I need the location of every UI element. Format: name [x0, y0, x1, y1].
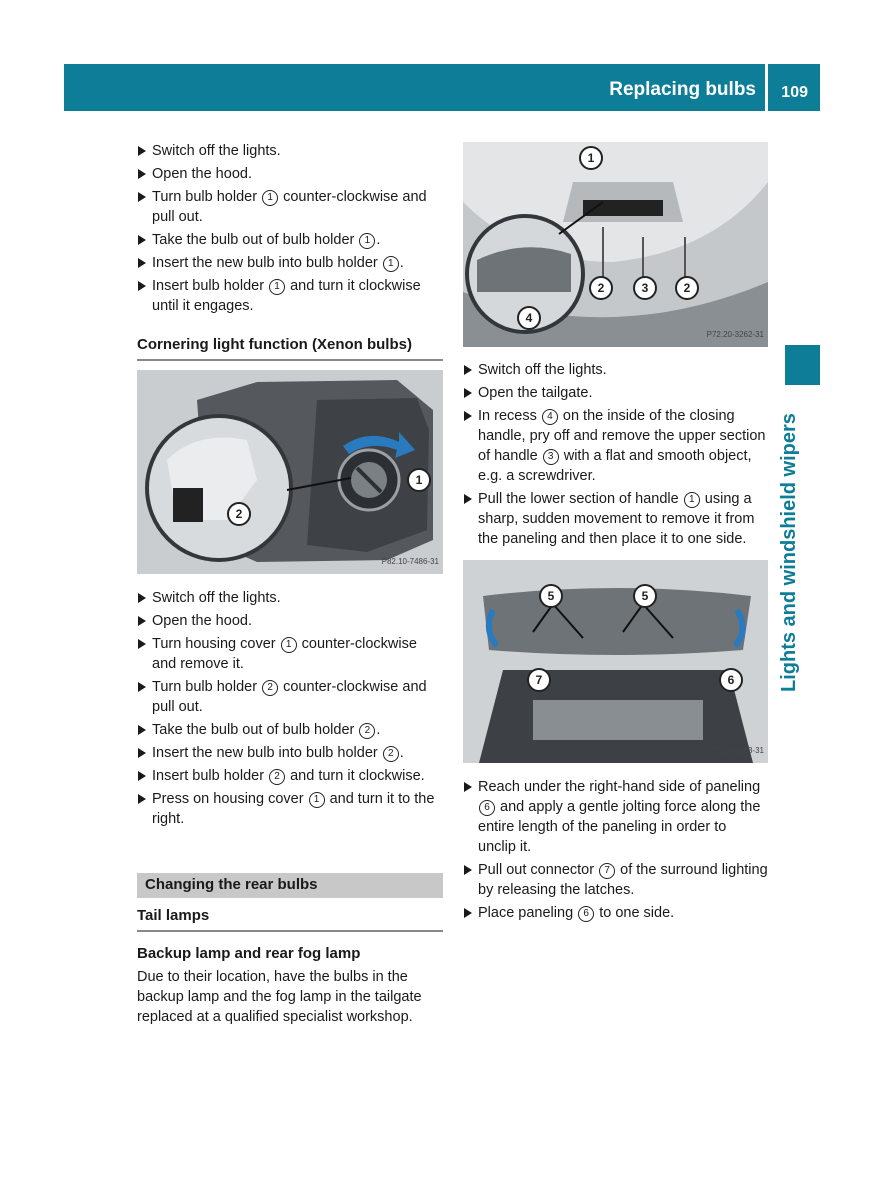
- step-text: .: [376, 232, 381, 248]
- step-text: Insert bulb holder: [152, 768, 269, 784]
- step-text: .: [376, 722, 381, 738]
- callout-marker: 2: [675, 276, 699, 300]
- instruction-step: [137, 276, 443, 316]
- reference-number: 1: [281, 637, 297, 653]
- section-band: Changing the rear bulbs: [137, 873, 443, 898]
- body-paragraph: Due to their location, have the bulbs in the backup lamp and the fog lamp in the tailgate replaced at a qualified specialist workshop.: [137, 969, 422, 1025]
- reference-number: 1: [383, 256, 399, 272]
- headlamp-figure: [137, 370, 443, 574]
- step-text: Switch off the lights.: [152, 143, 281, 159]
- reference-number: 7: [599, 863, 615, 879]
- callout-marker: 7: [527, 668, 551, 692]
- step-text: counter-clockwise and pull out.: [152, 679, 427, 715]
- page-header: [64, 64, 820, 111]
- tailgate-paneling-illustration: [463, 560, 768, 763]
- tailgate-handle-figure: [463, 142, 768, 347]
- step-list: [137, 588, 443, 829]
- step-text: Pull out connector: [478, 862, 599, 878]
- step-text: Switch off the lights.: [152, 590, 281, 606]
- callout-marker: 2: [227, 502, 251, 526]
- step-text: Take the bulb out of bulb holder: [152, 232, 359, 248]
- right-column: [463, 142, 768, 926]
- reference-number: 2: [359, 723, 375, 739]
- instruction-step: [463, 777, 768, 857]
- step-text: and apply a gentle jolting force along the entire length of the paneling in order to unclip it.: [478, 799, 761, 855]
- subheading-backup: Backup lamp and rear fog lamp: [137, 945, 361, 962]
- instruction-step: [463, 860, 768, 900]
- step-text: and turn it clockwise.: [286, 768, 425, 784]
- step-text: to one side.: [595, 905, 675, 921]
- callout-marker: 5: [539, 584, 563, 608]
- instruction-step: [137, 766, 443, 786]
- step-text: of the surround lighting by releasing the latches.: [478, 862, 768, 898]
- step-text: Open the hood.: [152, 166, 252, 182]
- tailgate-handle-illustration: [463, 142, 768, 347]
- instruction-step: [137, 588, 443, 608]
- reference-number: 2: [383, 746, 399, 762]
- step-text: .: [399, 745, 404, 761]
- step-text: Open the hood.: [152, 613, 252, 629]
- section-heading-tail: Tail lamps: [137, 906, 443, 932]
- instruction-step: [137, 677, 443, 717]
- reference-number: 6: [578, 906, 594, 922]
- callout-marker: 2: [589, 276, 613, 300]
- step-text: Take the bulb out of bulb holder: [152, 722, 359, 738]
- step-text: Turn bulb holder: [152, 189, 262, 205]
- step-text: using a sharp, sudden movement to remove it from the paneling and then place it to one side.: [478, 491, 755, 547]
- instruction-step: [463, 489, 768, 549]
- figure-code: P72.20-3262-31: [706, 330, 764, 339]
- callout-marker: 1: [407, 468, 431, 492]
- headlamp-illustration: [137, 370, 443, 574]
- step-text: Insert the new bulb into bulb holder: [152, 745, 382, 761]
- chapter-label: Lights and windshield wipers: [778, 413, 800, 692]
- callout-marker: 5: [633, 584, 657, 608]
- instruction-step: [137, 141, 443, 161]
- step-text: counter-clockwise and remove it.: [152, 636, 417, 672]
- reference-number: 1: [309, 792, 325, 808]
- step-text: and turn it clockwise until it engages.: [152, 278, 421, 314]
- step-text: Insert bulb holder: [152, 278, 269, 294]
- instruction-step: [137, 634, 443, 674]
- chapter-tab: [785, 345, 820, 385]
- callout-marker: 6: [719, 668, 743, 692]
- tailgate-paneling-figure: [463, 560, 768, 763]
- step-list: [137, 141, 443, 316]
- step-text: Switch off the lights.: [478, 362, 607, 378]
- reference-number: 2: [269, 769, 285, 785]
- step-text: on the inside of the closing handle, pry off and remove the upper section of handle: [478, 408, 766, 464]
- reference-number: 1: [359, 233, 375, 249]
- callout-marker: 4: [517, 306, 541, 330]
- step-text: Pull the lower section of handle: [478, 491, 683, 507]
- instruction-step: [137, 720, 443, 740]
- instruction-step: [463, 406, 768, 486]
- step-text: Turn housing cover: [152, 636, 280, 652]
- step-text: Reach under the right-hand side of paneling: [478, 779, 761, 795]
- instruction-step: [463, 903, 768, 923]
- left-column: [137, 141, 443, 1027]
- reference-number: 1: [269, 279, 285, 295]
- step-text: and turn it to the right.: [152, 791, 435, 827]
- reference-number: 2: [262, 680, 278, 696]
- reference-number: 3: [543, 449, 559, 465]
- step-text: counter-clockwise and pull out.: [152, 189, 427, 225]
- step-text: Press on housing cover: [152, 791, 308, 807]
- step-text: with a flat and smooth object, e.g. a screwdriver.: [478, 448, 752, 484]
- reference-number: 1: [684, 492, 700, 508]
- figure-code: P82.10-7486-31: [381, 557, 439, 566]
- instruction-step: [463, 383, 768, 403]
- step-text: Insert the new bulb into bulb holder: [152, 255, 382, 271]
- instruction-step: [137, 230, 443, 250]
- instruction-step: [137, 187, 443, 227]
- figure-code: P72.20-3263-31: [706, 746, 764, 755]
- step-list: [463, 360, 768, 549]
- instruction-step: [137, 789, 443, 829]
- instruction-step: [137, 253, 443, 273]
- page-number: 109: [781, 84, 808, 101]
- section-heading-cornering: Cornering light function (Xenon bulbs): [137, 335, 443, 361]
- step-text: Open the tailgate.: [478, 385, 593, 401]
- instruction-step: [463, 360, 768, 380]
- reference-number: 4: [542, 409, 558, 425]
- header-divider: [765, 64, 768, 111]
- step-text: .: [399, 255, 404, 271]
- instruction-step: [137, 164, 443, 184]
- callout-marker: 3: [633, 276, 657, 300]
- step-text: Turn bulb holder: [152, 679, 262, 695]
- step-text: In recess: [478, 408, 541, 424]
- instruction-step: [137, 611, 443, 631]
- reference-number: 1: [262, 190, 278, 206]
- header-title: Replacing bulbs: [609, 79, 756, 100]
- step-list: [463, 777, 768, 923]
- reference-number: 6: [479, 800, 495, 816]
- step-text: Place paneling: [478, 905, 578, 921]
- instruction-step: [137, 743, 443, 763]
- callout-marker: 1: [579, 146, 603, 170]
